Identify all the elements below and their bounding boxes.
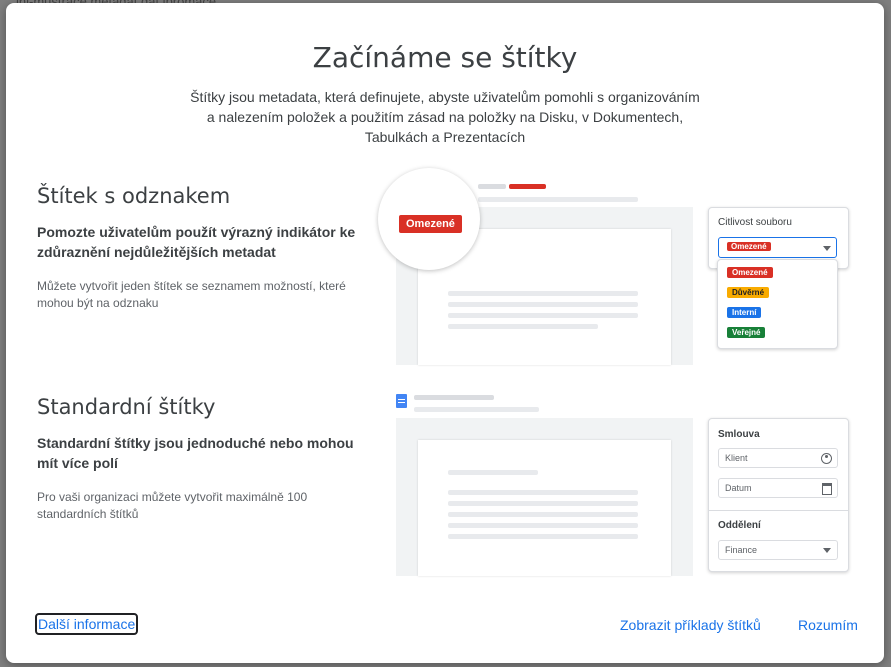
badge-section-desc: Můžete vytvořit jeden štítek se seznamem možností, které mohou být na odznaku: [37, 279, 346, 310]
group-title: Smlouva: [718, 429, 760, 440]
more-info-link[interactable]: Další informace: [35, 613, 138, 635]
calendar-icon: [822, 483, 832, 495]
doc-frame: [396, 418, 693, 576]
date-placeholder: Datum: [725, 483, 752, 493]
option-chip[interactable]: Veřejné: [727, 327, 765, 338]
header-line: [478, 197, 638, 202]
standard-section-lead: Standardní štítky jsou jednoduché nebo mohou mít více polí: [37, 435, 354, 471]
option-chip[interactable]: Interní: [727, 307, 761, 318]
date-field[interactable]: [718, 478, 838, 498]
header-line: [478, 184, 506, 189]
option-chip[interactable]: Omezené: [727, 267, 773, 278]
chevron-down-icon: [823, 246, 831, 251]
person-icon: [821, 453, 832, 464]
client-field[interactable]: [718, 448, 838, 468]
divider: [709, 510, 848, 511]
card-title: Citlivost souboru: [718, 217, 792, 228]
header-line-red: [509, 184, 546, 189]
show-examples-button[interactable]: Zobrazit příklady štítků: [620, 617, 761, 633]
text-line: [448, 534, 638, 539]
text-line: [448, 490, 638, 495]
text-line: [448, 291, 638, 296]
text-line: [448, 324, 598, 329]
fields-card: [708, 418, 849, 572]
department-value: Finance: [725, 545, 758, 555]
badge-section-lead: Pomozte uživatelům použít výrazný indikátor ke zdůraznění nejdůležitějších metadat: [37, 224, 356, 260]
sensitivity-options: [717, 259, 838, 349]
client-placeholder: Klient: [725, 453, 748, 463]
docs-icon: [396, 394, 407, 408]
text-line: [448, 470, 538, 475]
got-it-button[interactable]: Rozumím: [798, 617, 858, 633]
standard-section-desc: Pro vaši organizaci můžete vytvořit maximálně 100 standardních štítků: [37, 490, 308, 521]
badge-section-title: Štítek s odznakem: [37, 184, 231, 208]
text-line: [448, 501, 638, 506]
text-line: [448, 523, 638, 528]
standard-section-title: Standardní štítky: [37, 395, 216, 419]
text-line: [448, 512, 638, 517]
header-line: [414, 395, 494, 400]
labels-intro-dialog: [6, 3, 884, 663]
text-line: [448, 313, 638, 318]
dialog-title: Začínáme se štítky: [312, 41, 578, 74]
text-line: [448, 302, 638, 307]
chevron-down-icon: [823, 548, 831, 553]
doc-page: [418, 440, 671, 576]
department-select[interactable]: [718, 540, 838, 560]
badge-chip: Omezené: [399, 215, 462, 233]
header-line: [414, 407, 539, 412]
group-title: Oddělení: [718, 520, 761, 531]
dialog-intro: Štítky jsou metadata, která definujete, abyste uživatelům pomohli s organizováním a nalezením položek a použitím zásad na položky na Disku, v Dokumentech, Tabulkách a Prezentacích: [190, 89, 700, 145]
option-chip[interactable]: Důvěrné: [727, 287, 769, 298]
sensitivity-select[interactable]: [718, 237, 837, 258]
selected-chip: Omezené: [727, 242, 771, 251]
